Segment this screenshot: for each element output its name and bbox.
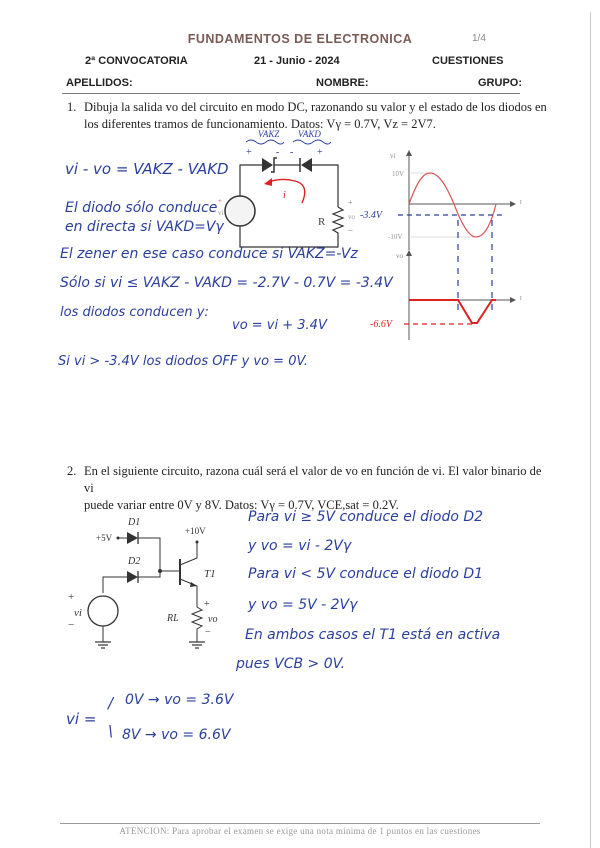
vakd-label: VAKD bbox=[298, 129, 321, 139]
svg-text:-: - bbox=[290, 147, 294, 158]
threshold-label: -3.4V bbox=[360, 210, 382, 221]
vo-min-label: -6.6V bbox=[370, 319, 392, 330]
vi-axis-label: vi bbox=[390, 152, 396, 160]
question-1-number: 1. bbox=[67, 100, 77, 114]
question-1-waveform-graph bbox=[360, 140, 550, 345]
rl-label: RL bbox=[167, 613, 179, 624]
handwritten-note-3: en directa si VAKD=Vγ bbox=[65, 219, 224, 235]
apellidos-field-label: APELLIDOS: bbox=[66, 77, 133, 89]
section-label: CUESTIONES bbox=[432, 55, 504, 67]
vi-source-label: vi bbox=[218, 209, 224, 217]
exam-title: FUNDAMENTOS DE ELECTRONICA bbox=[187, 32, 413, 46]
exam-date: 21 - Junio - 2024 bbox=[254, 55, 340, 67]
q2-handwritten-note-2: y vo = vi - 2Vγ bbox=[248, 538, 352, 554]
footer-notice: ATENCION: Para aprobar el examen se exige una nota mínima de 1 puntos en las cuestiones bbox=[119, 826, 481, 836]
svg-text:+: + bbox=[204, 599, 210, 610]
header-divider bbox=[62, 93, 520, 94]
page-edge-line bbox=[590, 12, 591, 848]
q2-handwritten-note-3: Para vi < 5V conduce el diodo D1 bbox=[248, 566, 484, 582]
q2-case-0v: 0V → vo = 3.6V bbox=[125, 692, 234, 708]
plus10v-label: +10V bbox=[185, 526, 206, 536]
page-number: 1/4 bbox=[472, 33, 486, 44]
handwritten-note-8: Si vi > -3.4V los diodos OFF y vo = 0V. bbox=[58, 354, 309, 369]
question-1-line2: los diferentes tramos de funcionamiento. Datos: Vγ = 0.7V, Vz = 2V7. bbox=[84, 117, 436, 131]
question-2-circuit-diagram bbox=[60, 505, 240, 665]
handwritten-note-7: vo = vi + 3.4V bbox=[232, 318, 327, 333]
question-1-line1: Dibuja la salida vo del circuito en modo DC, razonando su valor y el estado de los diodos en bbox=[84, 100, 547, 114]
q2-handwritten-note-4: y vo = 5V - 2Vγ bbox=[248, 597, 358, 613]
svg-text:+: + bbox=[218, 197, 222, 205]
q2-cases-lhs: vi = bbox=[66, 710, 97, 728]
question-1-circuit-diagram bbox=[210, 125, 370, 250]
handwritten-note-1: vi - vo = VAKZ - VAKD bbox=[65, 160, 229, 178]
q2-handwritten-note-1: Para vi ≥ 5V conduce el diodo D2 bbox=[248, 509, 484, 525]
svg-text:−: − bbox=[68, 619, 75, 631]
handwritten-note-6: los diodos conducen y: bbox=[60, 305, 209, 320]
vakz-label: VAKZ bbox=[258, 129, 280, 139]
question-2-number: 2. bbox=[67, 464, 77, 478]
svg-text:i: i bbox=[283, 190, 286, 201]
q2-case-8v: 8V → vo = 6.6V bbox=[122, 727, 231, 743]
min-voltage-label: -10V bbox=[388, 233, 403, 241]
handwritten-note-2: El diodo sólo conduce bbox=[65, 200, 218, 216]
q2-handwritten-note-5: En ambos casos el T1 está en activa bbox=[245, 627, 501, 643]
svg-text:+: + bbox=[348, 198, 353, 207]
footer-divider bbox=[60, 823, 540, 824]
t-axis-label-bottom: t bbox=[520, 294, 522, 302]
svg-text:+: + bbox=[68, 591, 75, 603]
d1-label: D1 bbox=[128, 517, 141, 528]
convocatoria-label: 2ª CONVOCATORIA bbox=[85, 55, 188, 67]
vi-label: vi bbox=[74, 607, 82, 619]
vo-label: vo bbox=[208, 614, 218, 625]
t-axis-label-top: t bbox=[520, 198, 522, 206]
max-voltage-label: 10V bbox=[392, 170, 405, 178]
vo-output-label: vo bbox=[348, 213, 355, 221]
t1-label: T1 bbox=[204, 568, 216, 580]
q2-handwritten-note-6: pues VCB > 0V. bbox=[236, 656, 346, 672]
svg-text:-: - bbox=[276, 147, 280, 158]
svg-text:−: − bbox=[205, 627, 211, 638]
d2-label: D2 bbox=[128, 556, 141, 567]
svg-text:+: + bbox=[246, 147, 252, 158]
vo-axis-label: vo bbox=[396, 252, 403, 260]
svg-text:+: + bbox=[317, 147, 323, 158]
question-2-line2: puede variar entre 0V y 8V. Datos: Vγ = 0.7V, VCE,sat = 0.2V. bbox=[84, 498, 399, 512]
plus5v-label: +5V bbox=[96, 533, 113, 543]
handwritten-note-5: Sólo si vi ≤ VAKZ - VAKD = -2.7V - 0.7V = -3.4V bbox=[60, 275, 393, 291]
nombre-field-label: NOMBRE: bbox=[316, 77, 369, 89]
resistor-label: R bbox=[318, 216, 326, 228]
handwritten-note-4: El zener en ese caso conduce si VAKZ=-Vz bbox=[60, 246, 358, 262]
svg-text:–: – bbox=[348, 225, 353, 235]
question-2-line1: En el siguiente circuito, razona cuál será el valor de vo en función de vi. El valor binario de vi bbox=[84, 464, 542, 495]
grupo-field-label: GRUPO: bbox=[478, 77, 522, 89]
